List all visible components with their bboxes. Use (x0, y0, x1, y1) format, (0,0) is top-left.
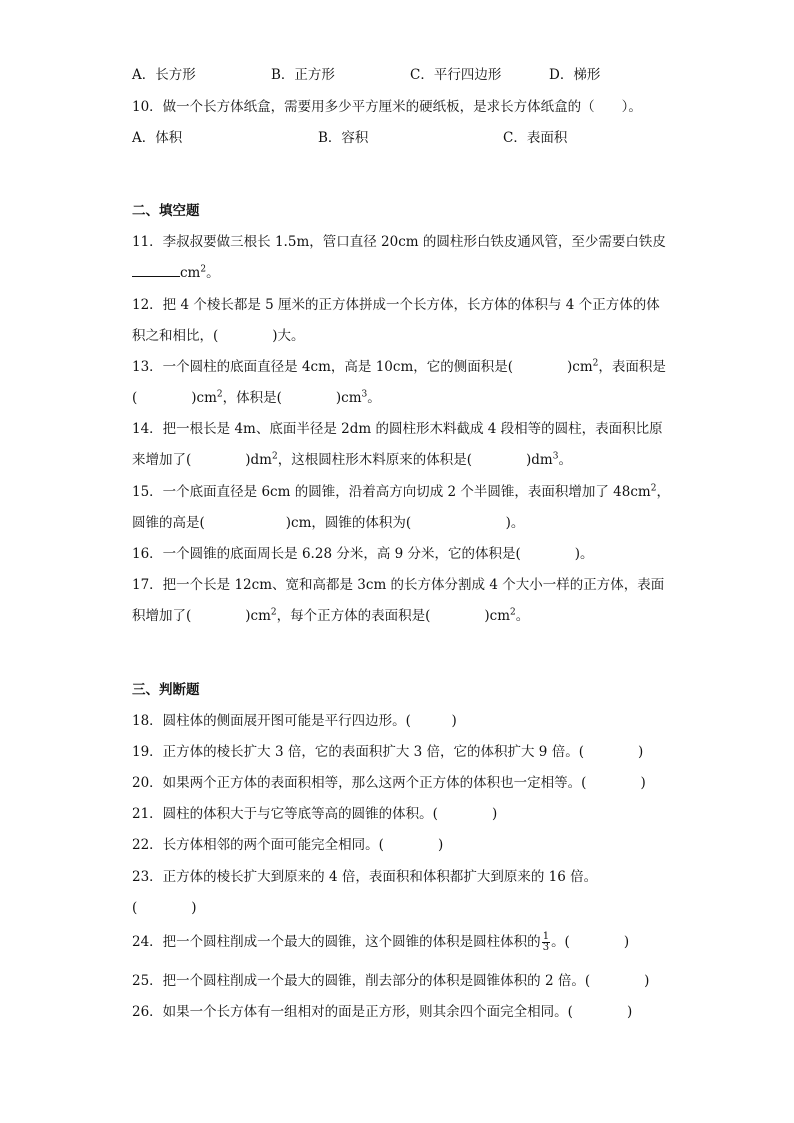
answer-blank[interactable] (132, 264, 180, 277)
q12-line2: 积之和相比，( )大。 (132, 328, 305, 344)
q11-line1: 11．李叔叔要做三根长 1.5m，管口直径 20cm 的圆柱形白铁皮通风管，至少需要白铁皮 (132, 234, 666, 250)
q15-line2: 圆锥的高是( )cm，圆锥的体积为( )。 (132, 515, 525, 531)
q11-line2: $cm^2$。 (132, 264, 220, 282)
q23-line1: 23．正方体的棱长扩大到原来的 4 倍，表面积和体积都扩大到原来的 16 倍。 (132, 869, 598, 885)
q15-line1: 15．一个底面直径是 6cm 的圆锥，沿着高方向切成 2 个半圆锥，表面积增加了 $48cm^2$， (132, 483, 670, 500)
q10-option-b: B．容积 (318, 130, 369, 146)
q22-text: 22．长方体相邻的两个面可能完全相同。( ) (132, 837, 444, 853)
q9-option-b: B．正方形 (271, 67, 335, 83)
q10-option-a: A．体积 (132, 130, 183, 146)
q13-line1: 13．一个圆柱的底面直径是 4cm，高是 10cm，它的侧面积是( )$cm^2$，表面积是 (132, 358, 666, 375)
q10-option-c: C．表面积 (503, 130, 568, 146)
q26-text: 26．如果一个长方体有一组相对的面是正方形，则其余四个面完全相同。( ) (132, 1004, 633, 1020)
q21-text: 21．圆柱的体积大于与它等底等高的圆锥的体积。( ) (132, 806, 498, 822)
q18-text: 18．圆柱体的侧面展开图可能是平行四边形。( ) (132, 713, 457, 729)
q14-line2: 来增加了( )$dm^2$，这根圆柱形木料原来的体积是( )$dm^3$。 (132, 451, 572, 468)
q16-text: 16．一个圆锥的底面周长是 6.28 分米，高 9 分米，它的体积是( )。 (132, 546, 594, 562)
q12-line1: 12．把 4 个棱长都是 5 厘米的正方体拼成一个长方体，长方体的体积与 4 个正方体的体 (132, 297, 660, 313)
q24-text: 24．把一个圆柱削成一个最大的圆锥，这个圆锥的体积是圆柱体积的 $\frac{1}{3}$ 。( ) (132, 931, 630, 953)
q19-text: 19．正方体的棱长扩大 3 倍，它的表面积扩大 3 倍，它的体积扩大 9 倍。( ) (132, 744, 644, 760)
q13-line2: ( )$cm^2$，体积是( )$cm^3$。 (132, 389, 381, 406)
fraction-one-third: $\frac{1}{3}$ (542, 931, 550, 953)
q17-line1: 17．把一个长是 12cm、宽和高都是 3cm 的长方体分割成 4 个大小一样的正方体，表面 (132, 577, 665, 593)
section2-title: 二、填空题 (132, 203, 200, 219)
q20-text: 20．如果两个正方体的表面积相等，那么这两个正方体的体积也一定相等。( ) (132, 775, 646, 791)
q10-text: 10．做一个长方体纸盒，需要用多少平方厘米的硬纸板，是求长方体纸盒的（ ）。 (132, 99, 642, 115)
section3-title: 三、判断题 (132, 682, 200, 698)
q17-line2: 积增加了( )$cm^2$，每个正方体的表面积是( )$cm^2$。 (132, 607, 530, 624)
q14-line1: 14．把一根长是 4m、底面半径是 2dm 的圆柱形木料截成 4 段相等的圆柱，表面积比原 (132, 421, 663, 437)
q9-option-a: A．长方形 (132, 67, 196, 83)
q23-line2: ( ) (132, 900, 197, 916)
q9-option-c: C．平行四边形 (410, 67, 502, 83)
q9-option-d: D．梯形 (549, 67, 601, 83)
q25-text: 25．把一个圆柱削成一个最大的圆锥，削去部分的体积是圆锥体积的 2 倍。( ) (132, 973, 650, 989)
